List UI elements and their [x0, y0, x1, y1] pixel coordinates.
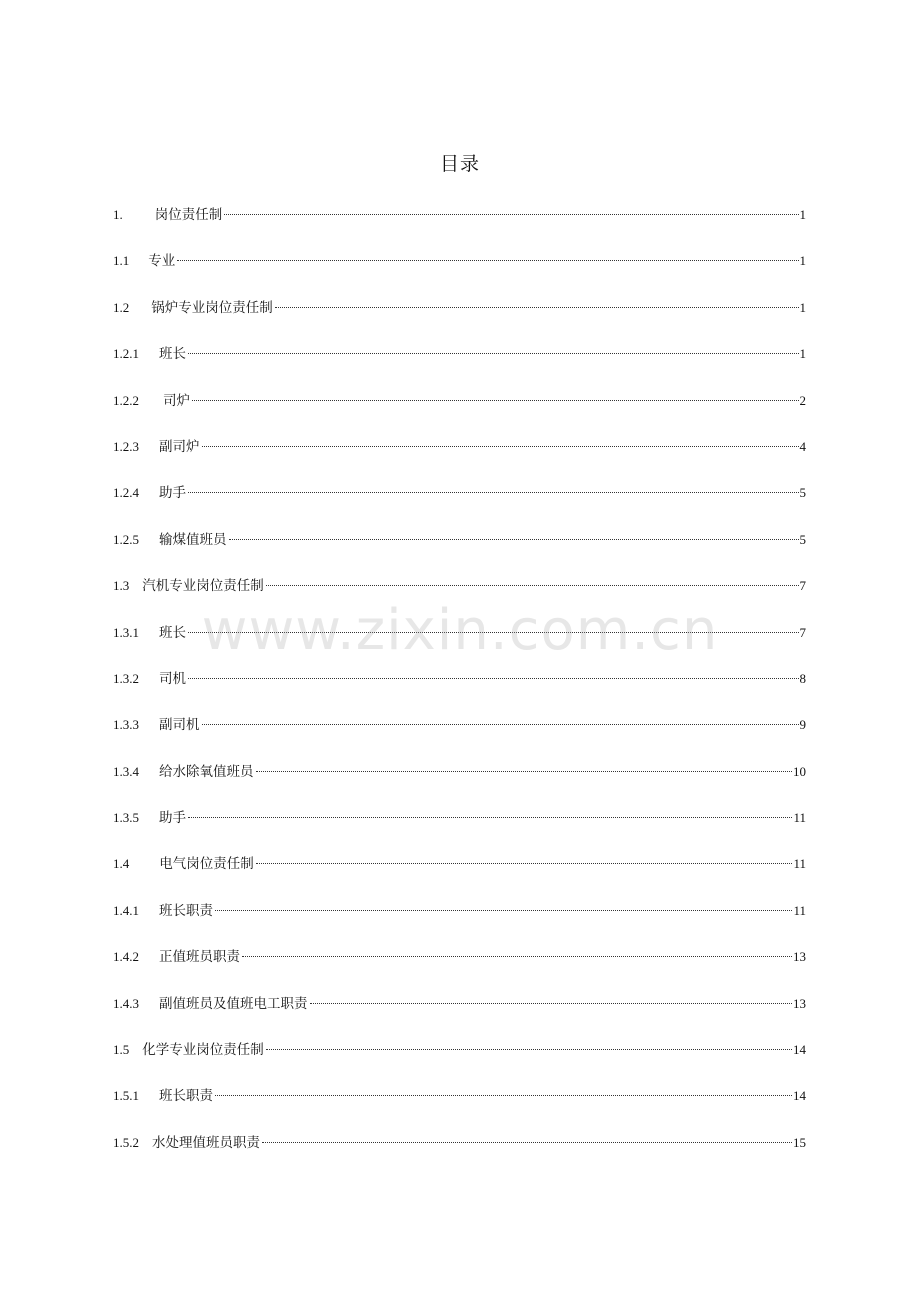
toc-entry-page-number: 14 — [793, 1088, 806, 1104]
toc-entry-page-number: 13 — [793, 949, 806, 965]
toc-entry-number: 1.2.3 — [113, 438, 139, 454]
toc-dot-leader — [188, 353, 799, 354]
toc-entry[interactable] — [113, 757, 806, 803]
toc-entry-title: 正值班员职责 — [159, 949, 240, 966]
toc-dot-leader — [256, 863, 793, 864]
toc-dot-leader — [188, 632, 799, 633]
toc-entry-page-number: 1 — [799, 253, 806, 269]
toc-entry-page-number: 11 — [793, 902, 806, 918]
toc-entry[interactable] — [113, 942, 806, 988]
toc-entry-title: 班长职责 — [159, 902, 213, 919]
toc-entry-title: 输煤值班员 — [159, 531, 227, 548]
toc-entry-number: 1.4.2 — [113, 949, 139, 965]
toc-entry-page-number: 14 — [793, 1042, 806, 1058]
toc-entry[interactable] — [113, 1128, 806, 1174]
toc-entry[interactable] — [113, 246, 806, 292]
toc-entry-page-number: 5 — [799, 485, 806, 501]
toc-entry-title: 给水除氧值班员 — [159, 763, 254, 780]
toc-dot-leader — [310, 1003, 793, 1004]
toc-entry[interactable] — [113, 478, 806, 524]
toc-entry-number: 1.2.4 — [113, 485, 139, 501]
toc-entry-number: 1.5.2 — [113, 1134, 139, 1150]
toc-entry-page-number: 15 — [793, 1134, 806, 1150]
toc-entry-number: 1.2.5 — [113, 531, 139, 547]
toc-entry[interactable] — [113, 1035, 806, 1081]
toc-title: 目录 — [439, 153, 480, 175]
toc-entry[interactable] — [113, 386, 806, 432]
toc-entry-number: 1.3.3 — [113, 717, 139, 733]
toc-dot-leader — [215, 1095, 792, 1096]
toc-entry[interactable] — [113, 849, 806, 895]
toc-entry-number: 1.3.5 — [113, 810, 139, 826]
toc-entry-title: 化学专业岗位责任制 — [142, 1042, 264, 1059]
toc-entry-title: 锅炉专业岗位责任制 — [151, 299, 273, 316]
toc-entry-page-number: 8 — [799, 670, 806, 686]
toc-entry-page-number: 1 — [799, 299, 806, 315]
toc-entry-page-number: 9 — [799, 717, 806, 733]
toc-dot-leader — [215, 910, 792, 911]
toc-entry-number: 1.5.1 — [113, 1088, 139, 1104]
toc-entry-number: 1.4 — [113, 856, 130, 872]
toc-entry-title: 司炉 — [163, 392, 190, 409]
toc-entry-title: 助手 — [159, 485, 186, 502]
toc-entry[interactable] — [113, 200, 806, 246]
toc-entry-number: 1.4.1 — [113, 902, 139, 918]
toc-entry-title: 岗位责任制 — [154, 207, 223, 223]
toc-entry-title: 水处理值班员职责 — [152, 1134, 260, 1151]
toc-entry-title: 助手 — [159, 810, 186, 827]
toc-dot-leader — [266, 1049, 792, 1050]
toc-dot-leader — [242, 956, 792, 957]
toc-entry-number: 1.5 — [113, 1042, 130, 1058]
toc-dot-leader — [202, 446, 799, 447]
toc-entry-page-number: 5 — [799, 531, 806, 547]
toc-entry-page-number: 7 — [799, 578, 806, 594]
toc-entry-page-number: 10 — [793, 763, 806, 779]
toc-entry-title: 班长职责 — [159, 1088, 213, 1105]
toc-entry-page-number: 11 — [793, 810, 806, 826]
toc-entry-page-number: 7 — [799, 624, 806, 640]
toc-entry[interactable] — [113, 525, 806, 571]
toc-entry-page-number: 1 — [799, 346, 806, 362]
toc-entry-title: 副司炉 — [159, 438, 200, 455]
toc-entry-number: 1.2.2 — [113, 392, 139, 408]
toc-entry[interactable] — [113, 618, 806, 664]
toc-entry-number: 1.4.3 — [113, 995, 139, 1011]
toc-dot-leader — [202, 724, 799, 725]
toc-entry-page-number: 4 — [799, 438, 806, 454]
toc-dot-leader — [188, 492, 799, 493]
toc-entry[interactable] — [113, 803, 806, 849]
toc-entry[interactable] — [113, 989, 806, 1035]
toc-entry[interactable] — [113, 432, 806, 478]
toc-entry-number: 1.3.4 — [113, 763, 139, 779]
toc-entry-number: 1.2.1 — [113, 346, 139, 362]
toc-entry-title: 专业 — [148, 253, 176, 270]
toc-entry[interactable] — [113, 896, 806, 942]
toc-entry-number: 1.2 — [113, 299, 130, 315]
watermark: www.zixin.com.cn — [201, 598, 719, 663]
toc-entry-title: 副值班员及值班电工职责 — [159, 995, 308, 1012]
toc-entry-title: 电气岗位责任制 — [159, 856, 254, 873]
toc-entry-title: 班长 — [159, 346, 186, 363]
toc-entry-page-number: 2 — [799, 392, 806, 408]
toc-entry-page-number: 13 — [793, 995, 806, 1011]
toc-dot-leader — [262, 1142, 792, 1143]
toc-entry-title: 司机 — [159, 670, 186, 687]
toc-entry[interactable] — [113, 571, 806, 617]
toc-dot-leader — [256, 771, 793, 772]
toc-entry-title: 班长 — [159, 624, 186, 641]
toc-list — [113, 200, 806, 1174]
toc-dot-leader — [275, 307, 799, 308]
toc-entry-title: 副司机 — [159, 717, 200, 734]
toc-entry[interactable] — [113, 1081, 806, 1127]
toc-entry[interactable] — [113, 710, 806, 756]
toc-entry[interactable] — [113, 293, 806, 339]
toc-entry-number: 1.3.2 — [113, 670, 139, 686]
toc-dot-leader — [224, 214, 798, 215]
toc-dot-leader — [192, 400, 799, 401]
toc-entry-number: 1.3.1 — [113, 624, 139, 640]
toc-entry-number: 1. — [113, 207, 123, 222]
toc-dot-leader — [177, 260, 798, 261]
toc-entry[interactable] — [113, 664, 806, 710]
toc-entry-page-number: 11 — [793, 856, 806, 872]
toc-dot-leader — [266, 585, 799, 586]
toc-dot-leader — [188, 817, 792, 818]
toc-dot-leader — [229, 539, 799, 540]
toc-entry-page-number: 1 — [799, 207, 806, 222]
toc-entry-number: 1.1 — [113, 253, 130, 269]
toc-entry-number: 1.3 — [113, 578, 130, 594]
toc-entry-title: 汽机专业岗位责任制 — [142, 578, 264, 595]
toc-dot-leader — [188, 678, 799, 679]
toc-entry[interactable] — [113, 339, 806, 385]
